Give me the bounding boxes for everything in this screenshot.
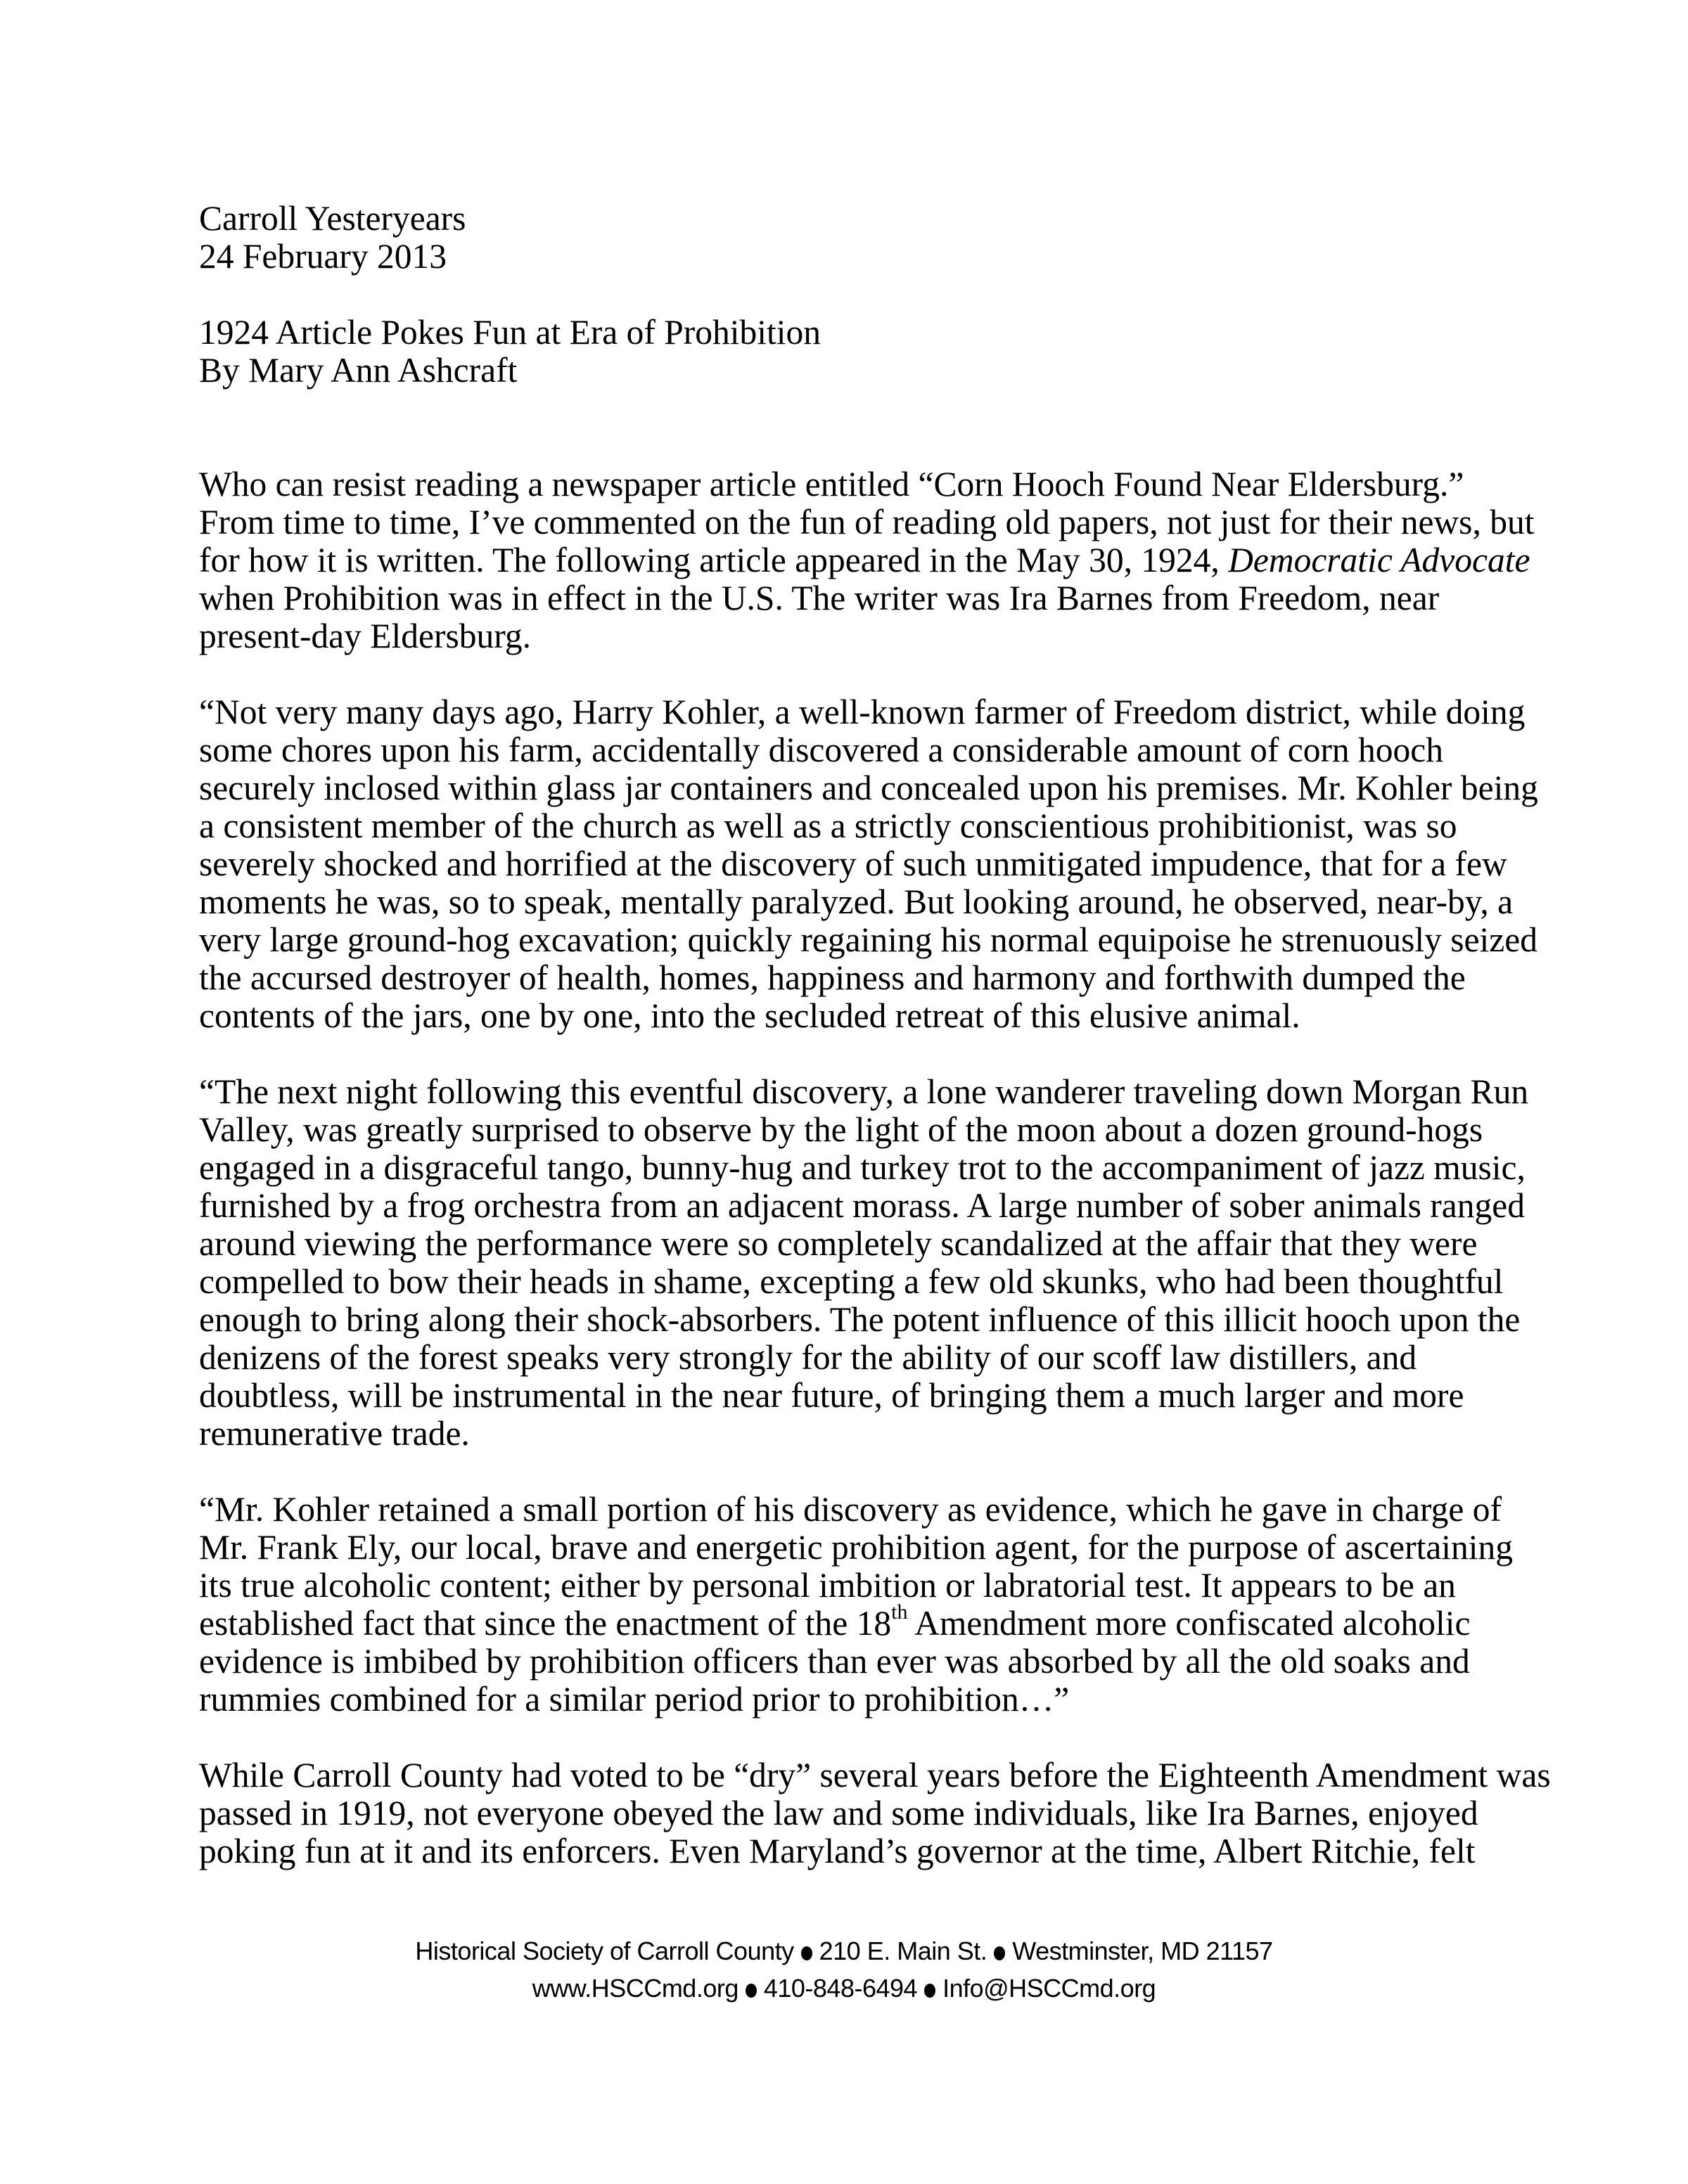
page-footer [0,1932,1688,2007]
text-line: denizens of the forest speaks very strongly for the ability of our scoff law distillers, and [199,1338,1417,1377]
text-line: “Mr. Kohler retained a small portion of his discovery as evidence, which he gave in charge of [199,1490,1502,1529]
text-line: engaged in a disgraceful tango, bunny-hug and turkey trot to the accompaniment of jazz music, [199,1148,1526,1187]
text-line: doubtless, will be instrumental in the near future, of bringing them a much larger and more [199,1376,1464,1415]
ordinal-superscript: th [891,1600,908,1624]
text-line: around viewing the performance were so completely scandalized at the affair that they were [199,1224,1478,1263]
text-line: contents of the jars, one by one, into the secluded retreat of this elusive animal. [199,996,1300,1035]
text-segment: for how it is written. The following article appeared in the May 30, 1924, [199,541,1229,579]
bullet-dot-icon [924,1984,935,1998]
column-header [199,200,1535,276]
text-line: evidence is imbibed by prohibition officers than ever was absorbed by all the old soaks and [199,1642,1470,1681]
paragraph-quote-discovery [199,693,1538,1035]
author-byline: By Mary Ann Ashcraft [199,351,518,390]
article-text [199,465,1551,1870]
text-line: Mr. Frank Ely, our local, brave and energetic prohibition agent, for the purpose of ascertaining [199,1528,1514,1567]
paragraph-commentary [199,1756,1551,1870]
organization-name: Historical Society of Carroll County [415,1936,794,1965]
email-link[interactable]: Info@HSCCmd.org [942,1974,1156,2003]
text-line: passed in 1919, not everyone obeyed the law and some individuals, like Ira Barnes, enjoyed [199,1794,1478,1832]
city-state-zip: Westminster, MD 21157 [1012,1936,1273,1965]
bullet-dot-icon [746,1984,757,1998]
text-line: rummies combined for a similar period prior to prohibition…” [199,1680,1070,1719]
text-line: Who can resist reading a newspaper article entitled “Corn Hooch Found Near Eldersburg.” [199,465,1464,503]
text-line: furnished by a frog orchestra from an adjacent morass. A large number of sober animals ranged [199,1186,1525,1225]
paragraph-quote-evidence [199,1491,1535,1719]
paragraph-intro [199,465,1535,655]
text-line: From time to time, I’ve commented on the fun of reading old papers, not just for their news, but [199,503,1535,541]
text-line: remunerative trade. [199,1414,470,1453]
text-line: very large ground-hog excavation; quickly regaining his normal equipoise he strenuously seized [199,920,1537,959]
text-line: While Carroll County had voted to be “dry” several years before the Eighteenth Amendment was [199,1756,1551,1794]
text-line: poking fun at it and its enforcers. Even Maryland’s governor at the time, Albert Ritchie, felt [199,1832,1476,1870]
text-line: “The next night following this eventful discovery, a lone wanderer traveling down Morgan Run [199,1072,1529,1111]
text-line: the accursed destroyer of health, homes, happiness and harmony and forthwith dumped the [199,958,1466,997]
text-line: moments he was, so to speak, mentally paralyzed. But looking around, he observed, near-by, a [199,882,1514,921]
text-line: when Prohibition was in effect in the U.S. The writer was Ira Barnes from Freedom, near [199,579,1440,617]
column-name: Carroll Yesteryears [199,199,466,238]
newspaper-name: Democratic Advocate [1228,541,1530,579]
text-segment: Amendment more confiscated alcoholic [907,1604,1471,1643]
text-line: “Not very many days ago, Harry Kohler, a well-known farmer of Freedom district, while doing [199,693,1526,731]
footer-contact-line [0,1970,1688,2007]
text-line: severely shocked and horrified at the discovery of such unmitigated impudence, that for a few [199,844,1507,883]
text-segment: established fact that since the enactment of the 18 [199,1604,892,1643]
text-line: enough to bring along their shock-absorbers. The potent influence of this illicit hooch upon the [199,1300,1521,1339]
bullet-dot-icon [994,1946,1005,1960]
phone-number: 410-848-6494 [763,1974,918,2003]
text-line: securely inclosed within glass jar containers and concealed upon his premises. Mr. Kohler being [199,769,1538,807]
text-line [199,541,1535,579]
text-line: a consistent member of the church as well as a strictly conscientious prohibitionist, was so [199,807,1457,845]
text-line: compelled to bow their heads in shame, excepting a few old skunks, who had been thoughtful [199,1262,1504,1301]
bullet-dot-icon [801,1946,812,1960]
text-line: some chores upon his farm, accidentally discovered a considerable amount of corn hooch [199,731,1444,769]
article-title: 1924 Article Pokes Fun at Era of Prohibition [199,313,821,352]
text-line [199,1600,1535,1643]
article-body [199,199,1551,1870]
publication-date: 24 February 2013 [199,237,447,276]
street-address: 210 E. Main St. [819,1936,987,1965]
website-link[interactable]: www.HSCCmd.org [532,1974,738,2003]
paragraph-quote-groundhogs [199,1073,1535,1453]
footer-address-line [0,1932,1688,1970]
article-title-block [199,314,1535,390]
text-line: Valley, was greatly surprised to observe by the light of the moon about a dozen ground-hogs [199,1110,1483,1149]
text-line: its true alcoholic content; either by personal imbition or labratorial test. It appears to be an [199,1566,1456,1605]
text-line: present-day Eldersburg. [199,617,531,655]
